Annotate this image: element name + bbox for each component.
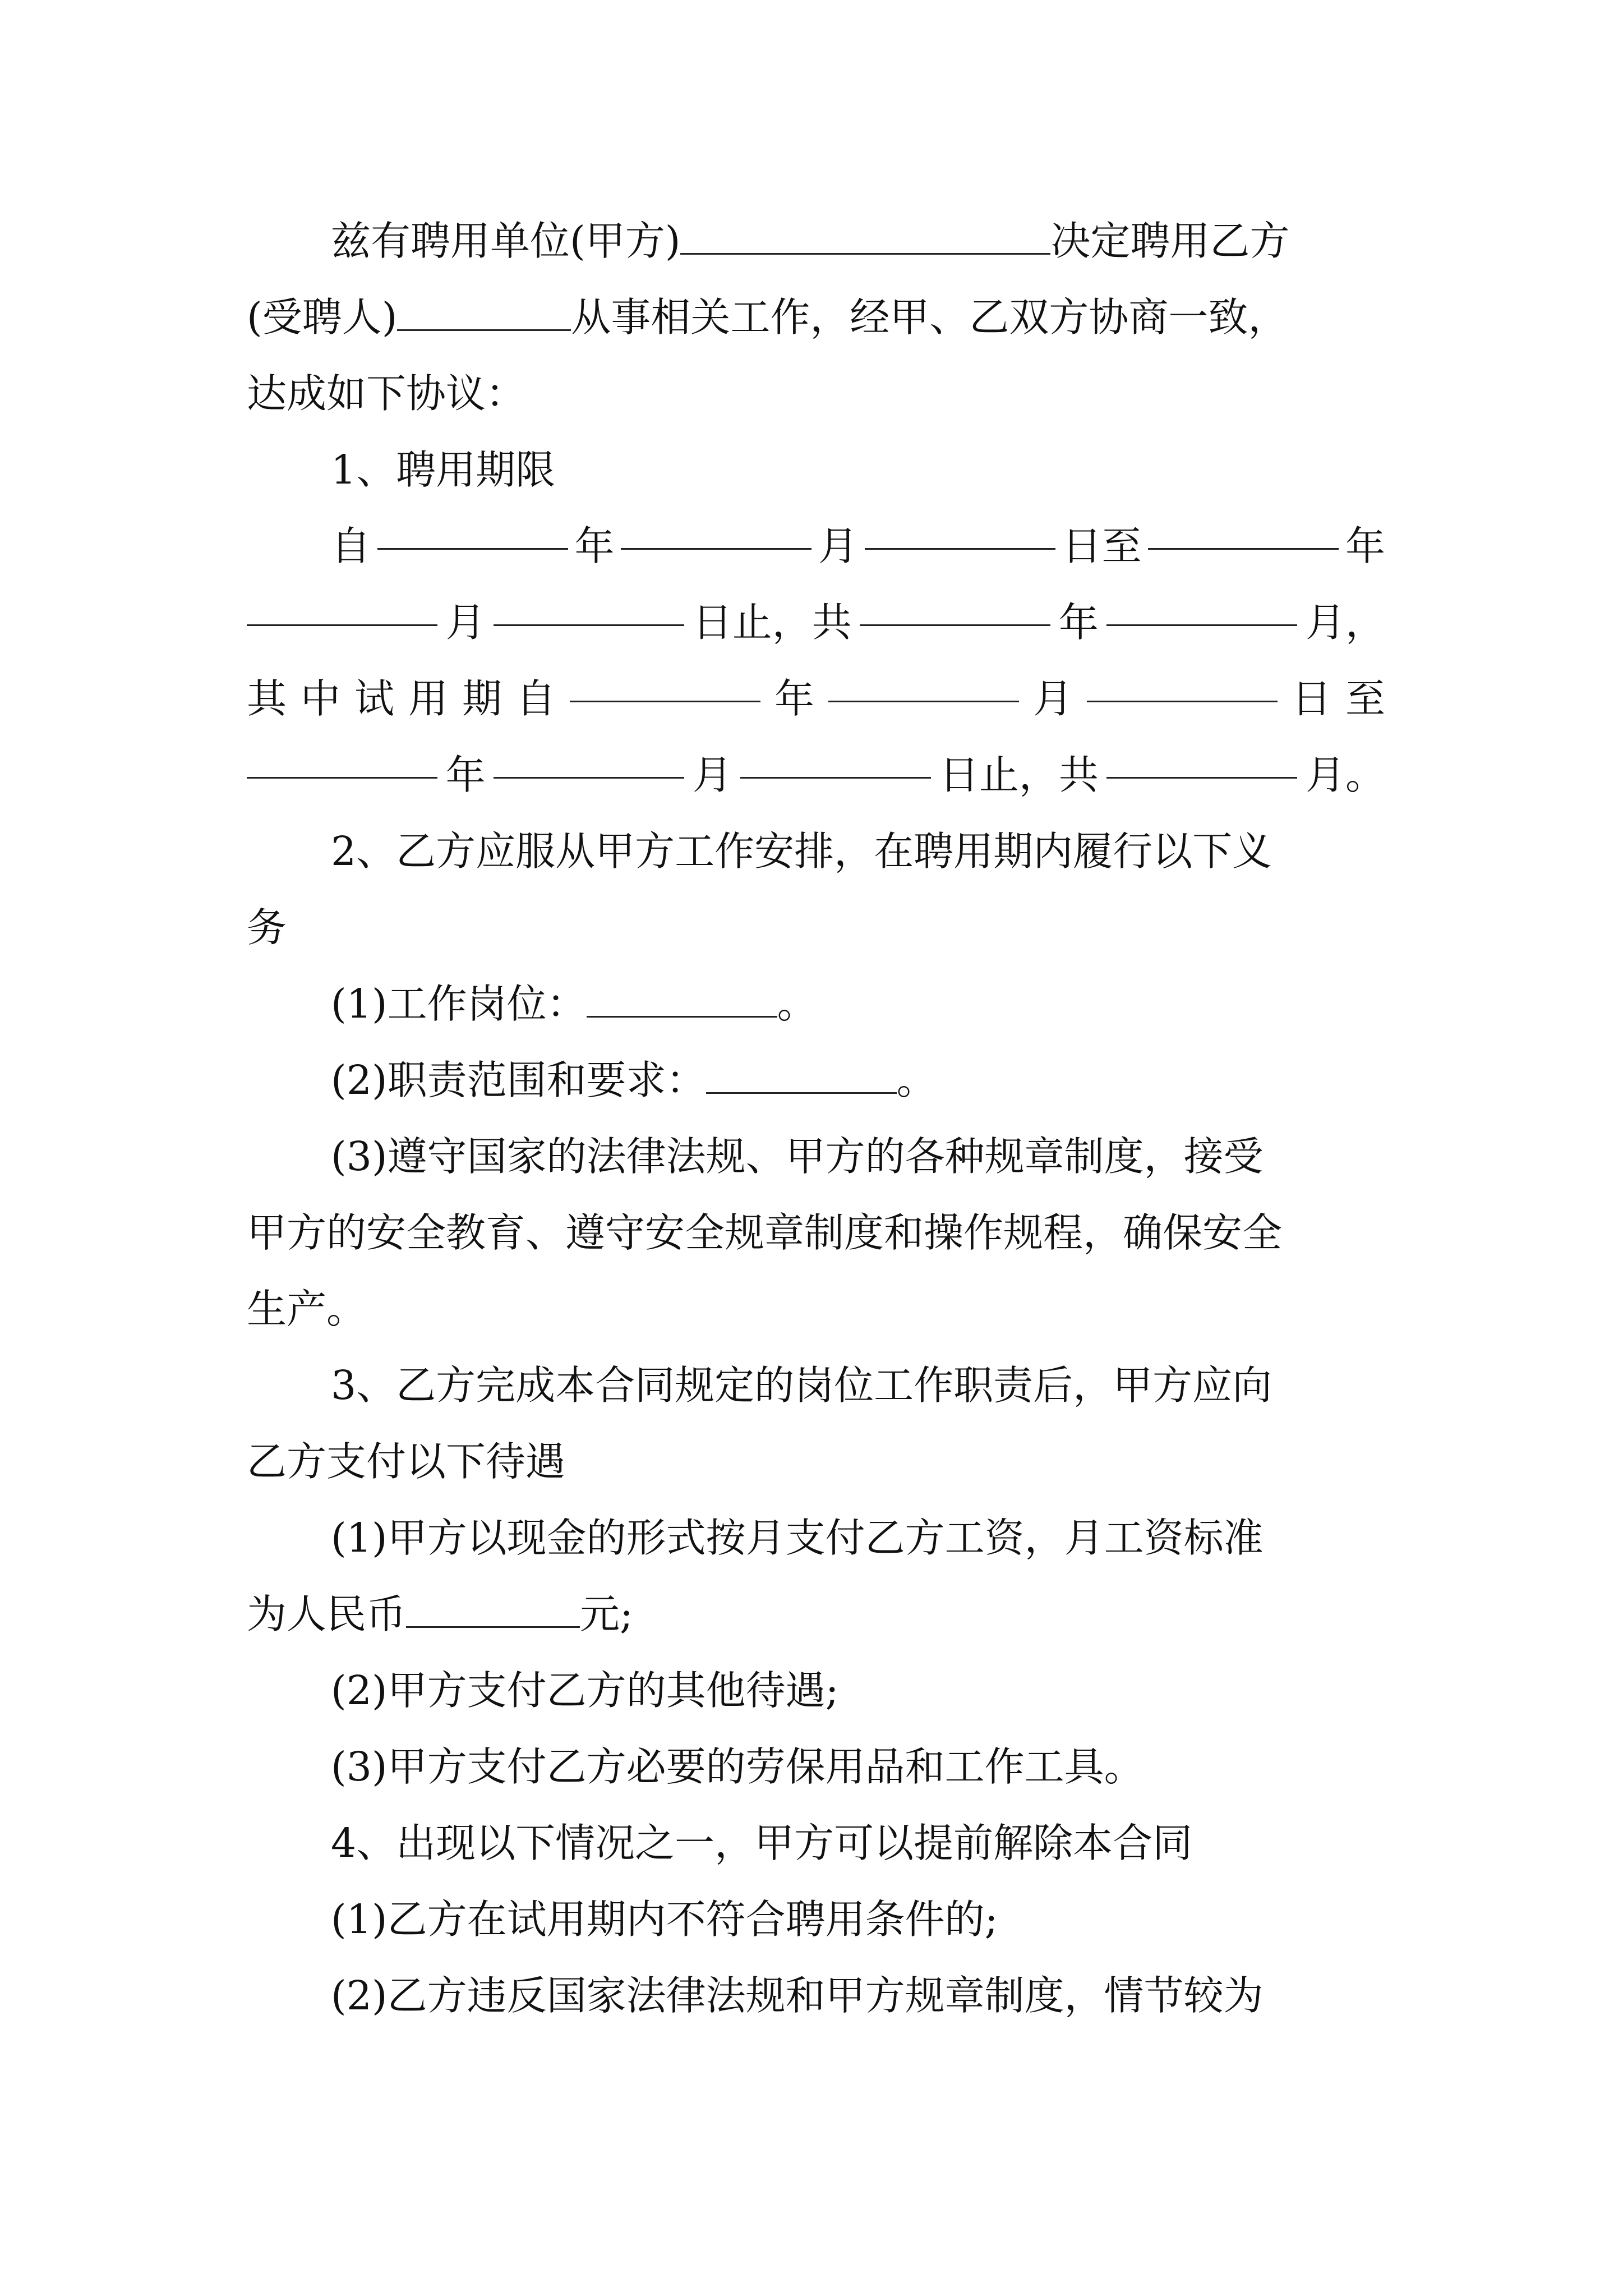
term-text: 年	[1345, 523, 1385, 569]
term-text: 日	[1291, 675, 1331, 722]
blank-field	[1106, 744, 1297, 779]
term-text: 日止，共	[692, 599, 852, 646]
blank-field	[1106, 592, 1297, 626]
blank-field	[494, 592, 684, 626]
section-1-heading: 1、聘用期限	[331, 447, 556, 493]
item-text: (2)职责范围和要求：	[331, 1057, 706, 1103]
blank-field	[247, 744, 437, 779]
section-1-line-1	[331, 516, 1385, 577]
term-text: 其	[247, 675, 287, 722]
blank-field	[1148, 516, 1339, 550]
blank-field	[247, 592, 437, 626]
term-text: 年	[574, 523, 615, 569]
section-3-heading: 3、乙方完成本合同规定的岗位工作职责后，甲方应向	[331, 1362, 1272, 1409]
section-4-heading: 4、出现以下情况之一，甲方可以提前解除本合同	[331, 1820, 1193, 1866]
blank-field	[1087, 668, 1278, 702]
section-2-item-1	[331, 973, 1385, 1035]
blank-field	[406, 1594, 580, 1628]
section-1-line-2	[247, 592, 1385, 654]
section-3-item-3: (3)甲方支付乙方必要的劳保用品和工作工具。	[331, 1743, 1144, 1790]
term-text: 日至	[1062, 523, 1142, 569]
section-2-heading-cont: 务	[247, 904, 287, 951]
blank-field	[377, 516, 568, 550]
blank-field	[706, 1060, 897, 1094]
section-2-item-2	[331, 1050, 1385, 1111]
section-4-item-1: (1)乙方在试用期内不符合聘用条件的;	[331, 1896, 998, 1943]
intro-line-1	[331, 210, 1385, 272]
blank-field	[621, 516, 811, 550]
section-1-line-3	[247, 668, 1385, 730]
intro-text: (受聘人)	[247, 294, 398, 341]
term-text: 月	[445, 599, 486, 646]
section-1-line-4	[247, 744, 1385, 806]
section-3-item-1-cont	[247, 1584, 1385, 1645]
term-text: 日止，共	[939, 752, 1099, 798]
section-3-heading-cont: 乙方支付以下待遇	[247, 1438, 566, 1485]
item-text: 。	[896, 1057, 937, 1103]
blank-field	[865, 516, 1055, 550]
term-text: 年	[1058, 599, 1099, 646]
blank-field	[860, 592, 1050, 626]
term-text: 自	[516, 675, 556, 722]
term-text: 年	[445, 752, 486, 798]
term-text: 自	[331, 523, 371, 569]
blank-field	[680, 220, 1050, 255]
term-text: 期	[462, 675, 502, 722]
term-text: 至	[1345, 675, 1385, 722]
term-text: 年	[774, 675, 814, 722]
blank-field	[494, 744, 684, 779]
term-text: 用	[408, 675, 449, 722]
term-text: 月，	[1305, 599, 1385, 646]
blank-field	[828, 668, 1019, 702]
blank-field	[587, 983, 777, 1018]
term-text: 试	[354, 675, 395, 722]
item-text: 元;	[580, 1591, 633, 1637]
item-text: 为人民币	[247, 1591, 407, 1637]
section-3-item-1: (1)甲方以现金的形式按月支付乙方工资，月工资标准	[331, 1515, 1264, 1561]
section-4-item-2: (2)乙方违反国家法律法规和甲方规章制度，情节较为	[331, 1972, 1264, 2019]
section-2-item-3-cont: 生产。	[247, 1286, 367, 1332]
section-2-item-3-cont: 甲方的安全教育、遵守安全规章制度和操作规程，确保安全	[247, 1209, 1283, 1256]
blank-field	[570, 668, 760, 702]
intro-text: 决定聘用乙方	[1050, 218, 1290, 264]
blank-field	[740, 744, 931, 779]
intro-line-2	[247, 287, 1385, 348]
term-text: 月	[692, 752, 732, 798]
term-text: 月	[1032, 675, 1073, 722]
section-3-item-2: (2)甲方支付乙方的其他待遇;	[331, 1667, 839, 1714]
intro-text: 从事相关工作，经甲、乙双方协商一致，	[571, 294, 1288, 341]
item-text: (1)工作岗位：	[331, 981, 587, 1027]
term-text: 月。	[1305, 752, 1385, 798]
section-2-item-3: (3)遵守国家的法律法规、甲方的各种规章制度，接受	[331, 1133, 1264, 1180]
term-text: 月	[818, 523, 858, 569]
item-text: 。	[777, 981, 817, 1027]
blank-field	[397, 297, 571, 331]
intro-line-3: 达成如下协议：	[247, 370, 526, 417]
section-2-heading: 2、乙方应服从甲方工作安排，在聘用期内履行以下义	[331, 828, 1272, 875]
term-text: 中	[301, 675, 341, 722]
intro-text: 兹有聘用单位(甲方)	[331, 218, 681, 264]
